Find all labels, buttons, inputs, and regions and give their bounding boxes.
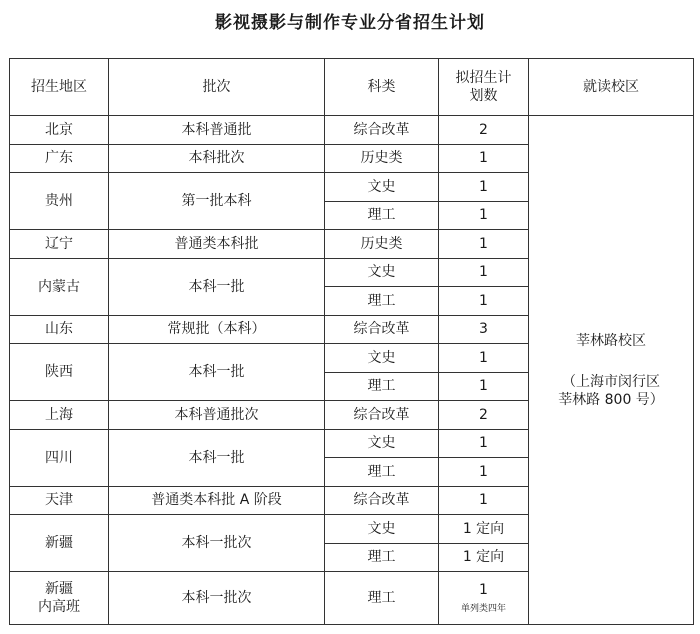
campus-cell — [529, 116, 694, 625]
subject-cell: 历史类 — [325, 144, 439, 173]
subject-cell: 历史类 — [325, 230, 439, 259]
province-cell: 山东 — [10, 315, 109, 344]
plan-cell: 1 定向 — [439, 543, 529, 572]
subject-cell: 理工 — [325, 287, 439, 316]
plan-cell: 1 — [439, 372, 529, 401]
campus-name: 莘林路校区 — [576, 332, 646, 349]
province-cell: 上海 — [10, 401, 109, 430]
batch-cell: 本科一批 — [109, 429, 325, 486]
subject-cell: 文史 — [325, 173, 439, 202]
header-batch: 批次 — [109, 59, 325, 116]
campus-address-line2: 莘林路 800 号） — [558, 391, 664, 408]
plan-cell: 1 — [439, 287, 529, 316]
plan-cell: 1 — [439, 258, 529, 287]
batch-cell: 本科一批次 — [109, 572, 325, 625]
province-cell: 广东 — [10, 144, 109, 173]
batch-cell: 本科一批 — [109, 344, 325, 401]
subject-cell: 理工 — [325, 572, 439, 625]
subject-cell: 综合改革 — [325, 315, 439, 344]
page-title: 影视摄影与制作专业分省招生计划 — [215, 13, 485, 33]
province-cell: 北京 — [10, 116, 109, 145]
province-cell: 内蒙古 — [10, 258, 109, 315]
batch-cell: 本科普通批次 — [109, 401, 325, 430]
batch-cell: 普通类本科批 A 阶段 — [109, 486, 325, 515]
province-cell: 四川 — [10, 429, 109, 486]
plan-cell: 1 定向 — [439, 515, 529, 544]
batch-cell: 常规批（本科） — [109, 315, 325, 344]
plan-cell: 3 — [439, 315, 529, 344]
province-cell: 陕西 — [10, 344, 109, 401]
admission-plan-table — [9, 58, 694, 625]
province-cell: 天津 — [10, 486, 109, 515]
subject-cell: 文史 — [325, 515, 439, 544]
batch-cell: 本科一批次 — [109, 515, 325, 572]
plan-cell: 2 — [439, 401, 529, 430]
subject-cell: 文史 — [325, 344, 439, 373]
plan-cell: 1 — [439, 230, 529, 259]
subject-cell: 理工 — [325, 543, 439, 572]
plan-cell: 1 — [439, 201, 529, 230]
subject-cell: 理工 — [325, 372, 439, 401]
province-cell: 新疆 内高班 — [10, 572, 109, 625]
plan-note: 单列类四年 — [460, 604, 506, 614]
table-header-row — [10, 59, 694, 116]
province-cell: 新疆 — [10, 515, 109, 572]
province-cell: 贵州 — [10, 173, 109, 230]
header-province: 招生地区 — [10, 59, 109, 116]
plan-cell: 1 — [439, 429, 529, 458]
header-campus: 就读校区 — [529, 59, 694, 116]
batch-cell: 普通类本科批 — [109, 230, 325, 259]
plan-cell: 1 — [439, 458, 529, 487]
province-cell: 辽宁 — [10, 230, 109, 259]
batch-cell: 第一批本科 — [109, 173, 325, 230]
subject-cell: 综合改革 — [325, 401, 439, 430]
header-plan: 拟招生计划数 — [439, 59, 529, 116]
plan-value: 1 — [479, 582, 488, 598]
plan-cell — [439, 572, 529, 625]
subject-cell: 理工 — [325, 458, 439, 487]
plan-cell: 1 — [439, 344, 529, 373]
subject-cell: 综合改革 — [325, 486, 439, 515]
header-subject: 科类 — [325, 59, 439, 116]
subject-cell: 综合改革 — [325, 116, 439, 145]
plan-cell: 1 — [439, 486, 529, 515]
subject-cell: 文史 — [325, 258, 439, 287]
plan-cell: 2 — [439, 116, 529, 145]
subject-cell: 文史 — [325, 429, 439, 458]
campus-address-line1: （上海市闵行区 — [562, 373, 660, 390]
plan-cell: 1 — [439, 173, 529, 202]
batch-cell: 本科普通批 — [109, 116, 325, 145]
batch-cell: 本科批次 — [109, 144, 325, 173]
batch-cell: 本科一批 — [109, 258, 325, 315]
plan-cell: 1 — [439, 144, 529, 173]
table-row — [10, 116, 694, 145]
subject-cell: 理工 — [325, 201, 439, 230]
